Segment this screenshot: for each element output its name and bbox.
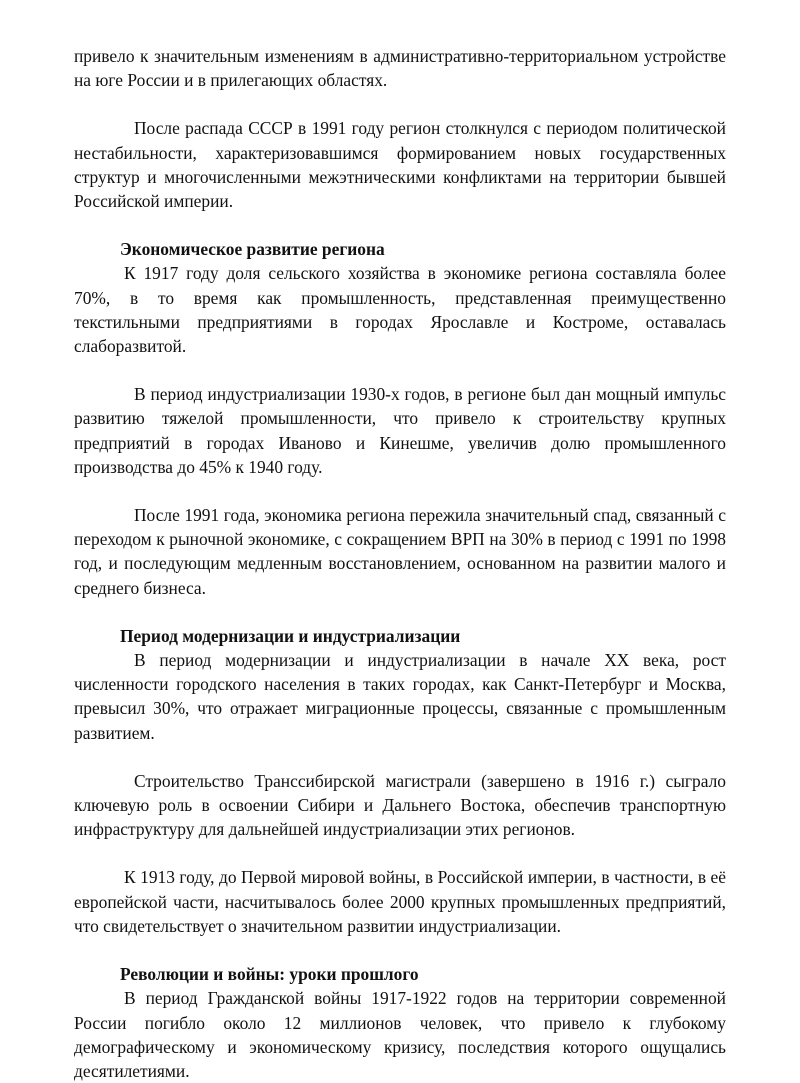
paragraph-admin-changes: привело к значительным изменениям в административно-территориальном устройстве на юге России и в прилегающих областях. bbox=[74, 46, 726, 91]
paragraph-transsib: Строительство Транссибирской магистрали (завершено в 1916 г.) сыграло ключевую роль в освоении Сибири и Дальнего Востока, обеспечив транспортную инфраструктуру для дальнейшей индустриализации этих регионов. bbox=[74, 770, 726, 840]
heading-modernization: Период модернизации и индустриализации bbox=[120, 625, 461, 646]
paragraph-1913-enterprises: К 1913 году, до Первой мировой войны, в Российской империи, в частности, в её европейской части, насчитывалось более 2000 крупных промышленных предприятий, что свидетельствует о значительном развитии индустриализации. bbox=[74, 867, 726, 936]
paragraph-civil-war: В период Гражданской войны 1917-1922 годов на территории современной России погибло около 12 миллионов человек, что привело к глубокому демографическому и экономическому кризису, последствия которого ощущались десятилетиями. bbox=[74, 988, 726, 1081]
paragraph-after-1991: После 1991 года, экономика региона пережила значительный спад, связанный с переходом к рыночной экономике, с сокращением ВРП на 30% в период с 1991 по 1998 год, и последующим медленным восстановлением, основанном на развитии малого и среднего бизнеса. bbox=[74, 505, 726, 598]
paragraph-ussr-collapse: После распада СССР в 1991 году регион столкнулся с периодом политической нестабильности, характеризовавшимся формированием новых государственных структур и многочисленными межэтническими конфликтами на территории бывшей Российской империи. bbox=[74, 118, 726, 212]
document-page bbox=[74, 44, 726, 1083]
heading-economic-development: Экономическое развитие региона bbox=[120, 239, 385, 260]
paragraph-industrialization-1930s: В период индустриализации 1930-х годов, в регионе был дан мощный импульс развитию тяжелой промышленности, что привело к строительству крупных предприятий в городах Иваново и Кинешме, увеличив долю промышленного производства до 45% к 1940 году. bbox=[74, 384, 726, 477]
paragraph-economy-1917: К 1917 году доля сельского хозяйства в экономике региона составляла более 70%, в то время как промышленность, представленная преимущественно текстильными предприятиями в городах Ярославле и Костроме, оставалась слаборазвитой. bbox=[74, 263, 726, 357]
paragraph-urban-growth: В период модернизации и индустриализации в начале XX века, рост численности городского населения в таких городах, как Санкт-Петербург и Москва, превысил 30%, что отражает миграционные процессы, связанные с промышленным развитием. bbox=[74, 650, 726, 743]
heading-revolutions-wars: Революции и войны: уроки прошлого bbox=[120, 964, 419, 985]
